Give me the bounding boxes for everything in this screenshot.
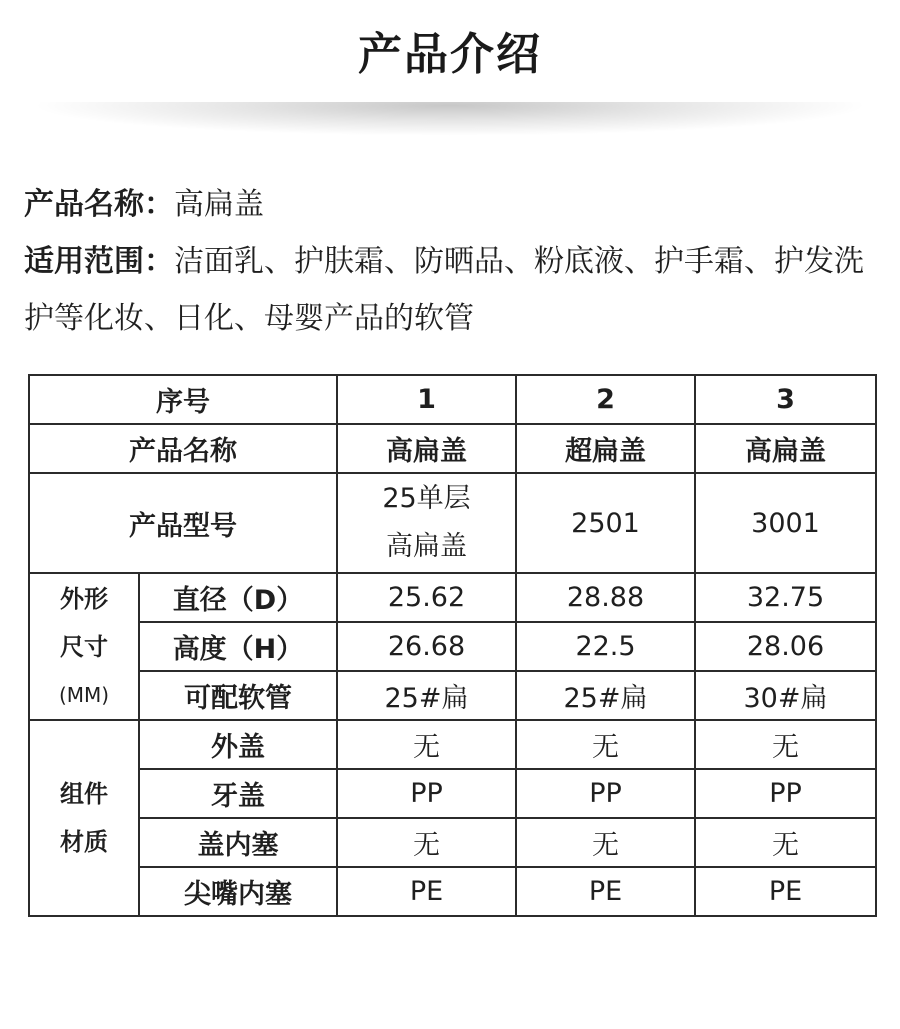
name-label: 产品名称 [29,424,337,473]
outer-cap-label: 外盖 [139,720,337,769]
dimension-group-line1: 外形 [60,584,108,613]
name-cell: 高扁盖 [695,424,876,473]
thread-cap-cell: PP [337,769,516,818]
diameter-cell: 28.88 [516,573,695,622]
table-row-cap-plug [29,818,876,867]
height-cell: 26.68 [337,622,516,671]
title-divider-shadow [30,102,870,136]
height-cell: 22.5 [516,622,695,671]
nozzle-plug-cell: PE [337,867,516,916]
dimension-group-label [29,573,139,720]
scope-value: 洁面乳、护肤霜、防晒品、粉底液、护手霜、护发洗护等化妆、日化、母婴产品的软管 [24,244,864,336]
model-cell: 2501 [516,473,695,573]
model-cell-line2: 高扁盖 [386,531,467,562]
table-row-thread-cap [29,769,876,818]
product-name-label: 产品名称： [24,187,174,222]
outer-cap-cell: 无 [516,720,695,769]
cap-plug-cell: 无 [337,818,516,867]
thread-cap-label: 牙盖 [139,769,337,818]
name-cell: 超扁盖 [516,424,695,473]
nozzle-plug-label: 尖嘴内塞 [139,867,337,916]
dimension-group-unit: (MM) [58,682,110,707]
outer-cap-cell: 无 [337,720,516,769]
nozzle-plug-cell: PE [695,867,876,916]
seq-label: 序号 [29,375,337,424]
table-row-name [29,424,876,473]
cap-plug-label: 盖内塞 [139,818,337,867]
seq-cell: 1 [337,375,516,424]
outer-cap-cell: 无 [695,720,876,769]
diameter-cell: 32.75 [695,573,876,622]
table-row-diameter [29,573,876,622]
height-cell: 28.06 [695,622,876,671]
table-row-nozzle-plug [29,867,876,916]
tube-cell: 25#扁 [337,671,516,720]
diameter-label: 直径（D） [139,573,337,622]
table-row-height [29,622,876,671]
model-cell: 3001 [695,473,876,573]
table-row-model [29,473,876,573]
tube-cell: 25#扁 [516,671,695,720]
table-row-outer-cap [29,720,876,769]
scope-label: 适用范围： [24,244,174,279]
cap-plug-cell: 无 [516,818,695,867]
diameter-cell: 25.62 [337,573,516,622]
dimension-group-line2: 尺寸 [60,632,108,661]
product-name-line [24,176,880,233]
name-cell: 高扁盖 [337,424,516,473]
tube-label: 可配软管 [139,671,337,720]
thread-cap-cell: PP [516,769,695,818]
spec-table [28,374,877,917]
seq-cell: 2 [516,375,695,424]
page-title: 产品介绍 [358,29,542,80]
cap-plug-cell: 无 [695,818,876,867]
tube-cell: 30#扁 [695,671,876,720]
model-cell [337,473,516,573]
scope-line [24,233,880,347]
nozzle-plug-cell: PE [516,867,695,916]
material-group-line2: 材质 [60,828,108,856]
material-group-line1: 组件 [60,780,108,808]
table-row-seq [29,375,876,424]
model-label: 产品型号 [29,473,337,573]
model-cell-line1: 25单层 [382,483,471,514]
height-label: 高度（H） [139,622,337,671]
seq-cell: 3 [695,375,876,424]
product-name-value: 高扁盖 [174,187,264,222]
material-group-label [29,720,139,916]
thread-cap-cell: PP [695,769,876,818]
table-row-tube [29,671,876,720]
